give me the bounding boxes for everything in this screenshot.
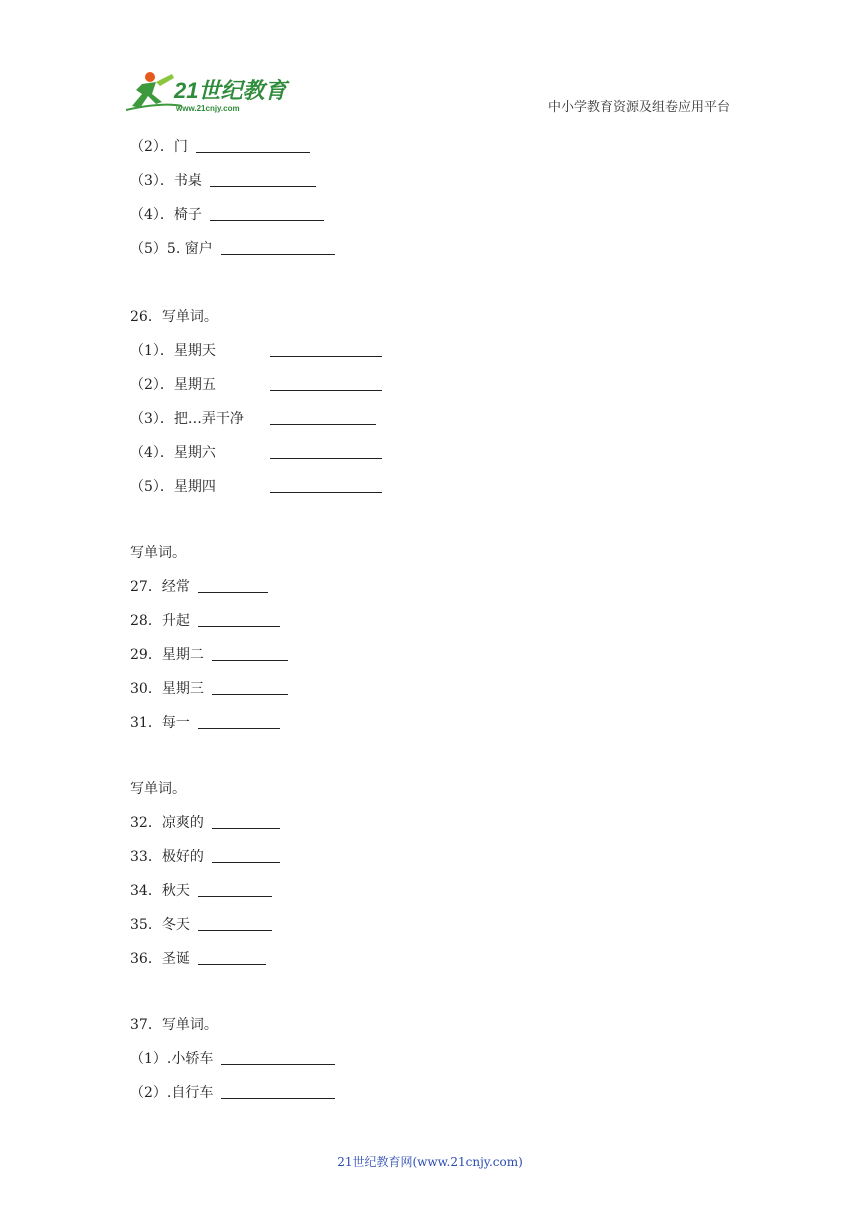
question-item: （5）．星期四: [130, 476, 382, 498]
page-footer[interactable]: 21世纪教育网(www.21cnjy.com): [337, 1155, 523, 1169]
svg-text:www.21cnjy.com: www.21cnjy.com: [176, 104, 240, 113]
question-item: （2）.自行车: [130, 1082, 335, 1104]
answer-blank[interactable]: [270, 376, 382, 391]
question-item: 27．经常: [130, 576, 268, 598]
question-title: 37．写单词。: [130, 1017, 218, 1033]
answer-blank[interactable]: [198, 882, 272, 897]
question-item: 33．极好的: [130, 846, 280, 868]
question-item: （4）．椅子: [130, 204, 324, 226]
answer-blank[interactable]: [198, 612, 280, 627]
section-title: 写单词。: [130, 781, 186, 797]
question-item: 35．冬天: [130, 914, 272, 936]
answer-blank[interactable]: [210, 206, 324, 221]
question-item: 32．凉爽的: [130, 812, 280, 834]
answer-blank[interactable]: [196, 138, 310, 153]
question-item: 31．每一: [130, 712, 280, 734]
question-item: 28．升起: [130, 610, 280, 632]
answer-blank[interactable]: [212, 848, 280, 863]
svg-text:21世纪教育: 21世纪教育: [174, 78, 287, 103]
answer-blank[interactable]: [270, 342, 382, 357]
platform-name: 中小学教育资源及组卷应用平台: [547, 100, 730, 115]
answer-blank[interactable]: [198, 714, 280, 729]
question-item: （3）．书桌: [130, 170, 316, 192]
answer-blank[interactable]: [198, 916, 272, 931]
section-title: 写单词。: [130, 545, 186, 561]
question-item: （1）.小轿车: [130, 1048, 335, 1070]
answer-blank[interactable]: [270, 410, 376, 425]
page-header: [0, 0, 860, 130]
question-item: 29．星期二: [130, 644, 288, 666]
answer-blank[interactable]: [221, 1050, 335, 1065]
answer-blank[interactable]: [212, 680, 288, 695]
question-item: 36．圣诞: [130, 948, 266, 970]
question-item: （2）．门: [130, 136, 310, 158]
answer-blank[interactable]: [270, 444, 382, 459]
answer-blank[interactable]: [221, 240, 335, 255]
question-item: 34．秋天: [130, 880, 272, 902]
question-item: （4）．星期六: [130, 442, 382, 464]
21cnjy-logo: [122, 68, 292, 118]
answer-blank[interactable]: [270, 478, 382, 493]
answer-blank[interactable]: [212, 814, 280, 829]
question-item: （5）5. 窗户: [130, 238, 335, 260]
question-item: （2）．星期五: [130, 374, 382, 396]
question-item: 30．星期三: [130, 678, 288, 700]
answer-blank[interactable]: [198, 950, 266, 965]
answer-blank[interactable]: [210, 172, 316, 187]
answer-blank[interactable]: [221, 1084, 335, 1099]
question-item: （1）．星期天: [130, 340, 382, 362]
question-title: 26．写单词。: [130, 309, 218, 325]
answer-blank[interactable]: [212, 646, 288, 661]
question-item: （3）．把…弄干净: [130, 408, 376, 430]
answer-blank[interactable]: [198, 578, 268, 593]
